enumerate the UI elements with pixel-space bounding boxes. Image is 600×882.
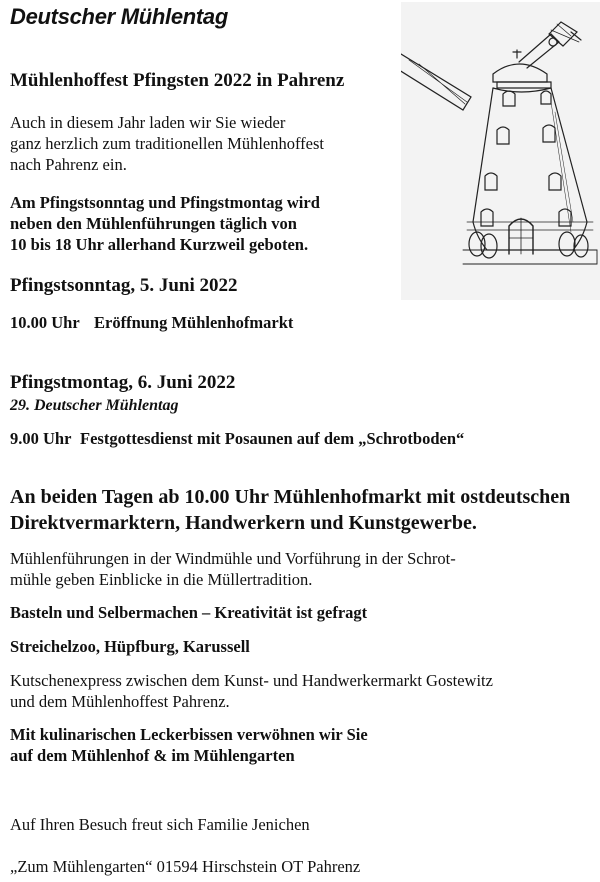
- day2-schedule-row: [10, 428, 464, 449]
- event-subtitle: Mühlenhoffest Pfingsten 2022 in Pahrenz: [10, 70, 345, 91]
- announcement-paragraph: [10, 192, 320, 255]
- attractions-line: Streichelzoo, Hüpfburg, Karussell: [10, 637, 250, 656]
- tours-line: Mühlenführungen in der Windmühle und Vorführung in der Schrot-: [10, 549, 456, 568]
- day2-time: 9.00 Uhr: [10, 429, 72, 448]
- food-line: Mit kulinarischen Leckerbissen verwöhnen wir Sie: [10, 725, 368, 744]
- coach-line: Kutschenexpress zwischen dem Kunst- und Handwerkermarkt Gostewitz: [10, 671, 493, 690]
- day1-heading: Pfingstsonntag, 5. Juni 2022: [10, 275, 238, 296]
- intro-paragraph: [10, 112, 324, 175]
- both-days-line: Direktvermarktern, Handwerkern und Kunstgewerbe.: [10, 512, 477, 534]
- day1-time: 10.00 Uhr: [10, 313, 80, 332]
- food-line: auf dem Mühlenhof & im Mühlengarten: [10, 746, 295, 765]
- page-title: Deutscher Mühlentag: [10, 4, 228, 29]
- food-paragraph: [10, 724, 368, 766]
- windmill-drawing-icon: [401, 2, 600, 300]
- intro-line: ganz herzlich zum traditionellen Mühlenhoffest: [10, 134, 325, 153]
- day2-subheading: 29. Deutscher Mühlentag: [10, 397, 179, 414]
- windmill-illustration: [401, 2, 600, 300]
- day1-event: Eröffnung Mühlenhofmarkt: [94, 313, 294, 332]
- intro-line: nach Pahrenz ein.: [10, 155, 127, 174]
- closing-line: Auf Ihren Besuch freut sich Familie Jenichen: [10, 815, 310, 834]
- coach-line: und dem Mühlenhoffest Pahrenz.: [10, 692, 230, 711]
- both-days-line: An beiden Tagen ab 10.00 Uhr Mühlenhofmarkt mit ostdeutschen: [10, 486, 571, 508]
- address-line: „Zum Mühlengarten“ 01594 Hirschstein OT Pahrenz: [10, 857, 361, 876]
- tours-paragraph: [10, 548, 456, 590]
- coach-paragraph: [10, 670, 493, 712]
- tours-line: mühle geben Einblicke in die Müllertradition.: [10, 570, 313, 589]
- day2-event: Festgottesdienst mit Posaunen auf dem „Schrotboden“: [80, 429, 465, 448]
- day2-heading: Pfingstmontag, 6. Juni 2022: [10, 372, 236, 393]
- announcement-line: 10 bis 18 Uhr allerhand Kurzweil geboten.: [10, 235, 309, 254]
- both-days-paragraph: [10, 484, 570, 536]
- intro-line: Auch in diesem Jahr laden wir Sie wieder: [10, 113, 286, 132]
- crafts-line: Basteln und Selbermachen – Kreativität ist gefragt: [10, 603, 368, 622]
- announcement-line: neben den Mühlenführungen täglich von: [10, 214, 297, 233]
- announcement-line: Am Pfingstsonntag und Pfingstmontag wird: [10, 193, 320, 212]
- day1-schedule-row: [10, 312, 293, 333]
